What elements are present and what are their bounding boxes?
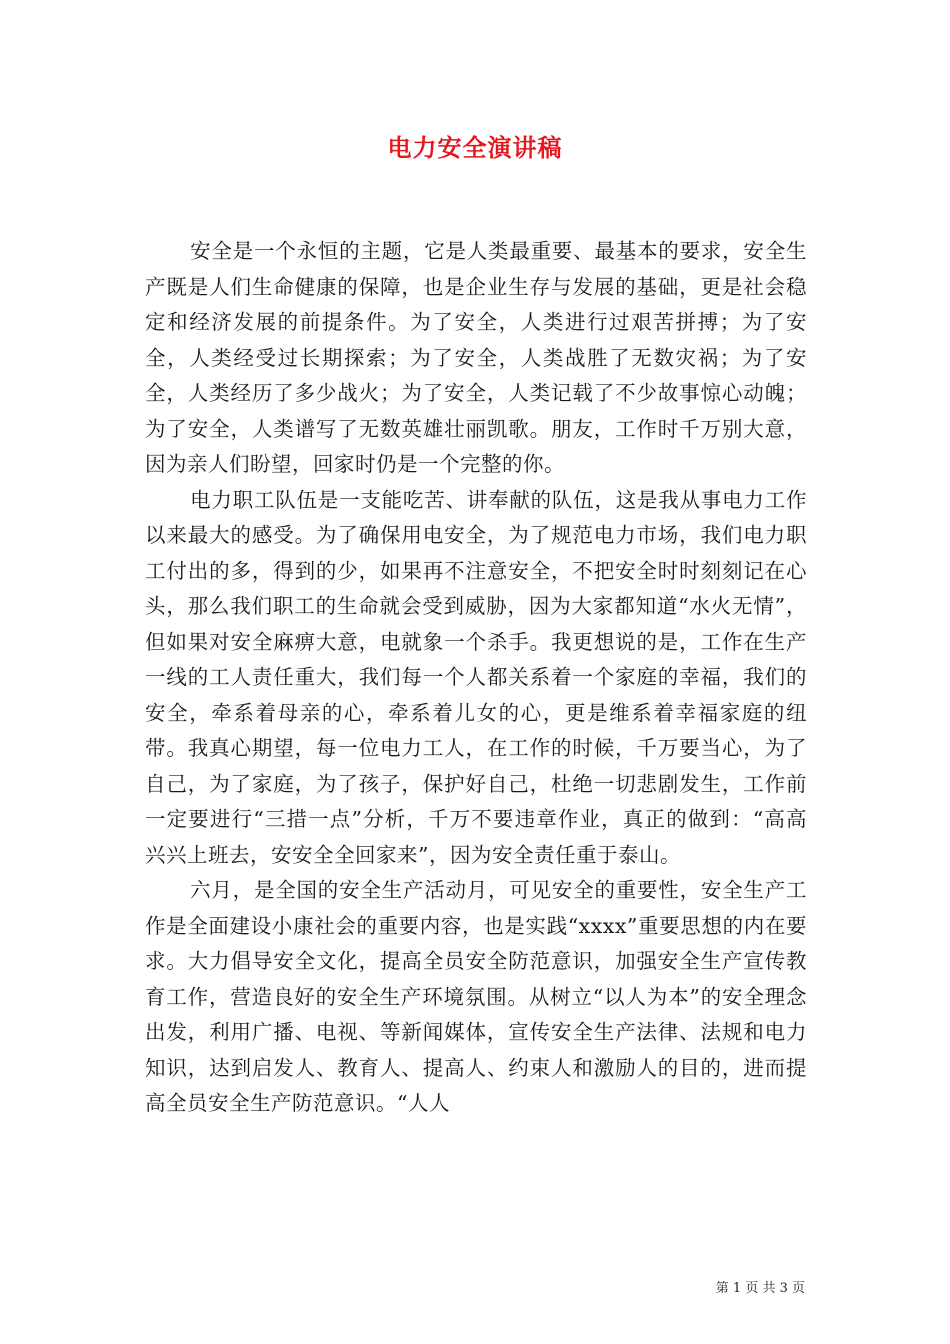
- document-title: 电力安全演讲稿: [387, 134, 563, 162]
- document-body: [145, 234, 807, 1122]
- page-number: 第 1 页 共 3 页: [715, 1281, 805, 1296]
- paragraph-3: 六月，是全国的安全生产活动月，可见安全的重要性，安全生产工作是全面建设小康社会的重要内容，也是实践“xxxx”重要思想的内在要求。大力倡导安全文化，提高全员安全防范意识，加强安全生产宣传教育工作，营造良好的安全生产环境氛围。从树立“以人为本”的安全理念出发，利用广播、电视、等新闻媒体，宣传安全生产法律、法规和电力知识，达到启发人、教育人、提高人、约束人和激励人的目的，进而提高全员安全生产防范意识。“人人: [145, 878, 807, 1115]
- paragraph-1: 安全是一个永恒的主题，它是人类最重要、最基本的要求，安全生产既是人们生命健康的保障，也是企业生存与发展的基础，更是社会稳定和经济发展的前提条件。为了安全，人类进行过艰苦拼搏；为了安全，人类经受过长期探索；为了安全，人类战胜了无数灾祸；为了安全，人类经历了多少战火；为了安全，人类记载了不少故事惊心动魄；为了安全，人类谱写了无数英雄壮丽凯歌。朋友，工作时千万别大意，因为亲人们盼望，回家时仍是一个完整的你。: [145, 239, 807, 476]
- paragraph-2: 电力职工队伍是一支能吃苦、讲奉献的队伍，这是我从事电力工作以来最大的感受。为了确保用电安全，为了规范电力市场，我们电力职工付出的多，得到的少，如果再不注意安全，不把安全时时刻刻记在心头，那么我们职工的生命就会受到威胁，因为大家都知道“水火无情”，但如果对安全麻痹大意，电就象一个杀手。我更想说的是，工作在生产一线的工人责任重大，我们每一个人都关系着一个家庭的幸福，我们的安全，牵系着母亲的心，牵系着儿女的心，更是维系着幸福家庭的纽带。我真心期望，每一位电力工人，在工作的时候，千万要当心，为了自己，为了家庭，为了孩子，保护好自己，杜绝一切悲剧发生，工作前一定要进行“三措一点”分析，千万不要违章作业，真正的做到：“高高兴兴上班去，安安全全回家来”，因为安全责任重于泰山。: [145, 487, 807, 867]
